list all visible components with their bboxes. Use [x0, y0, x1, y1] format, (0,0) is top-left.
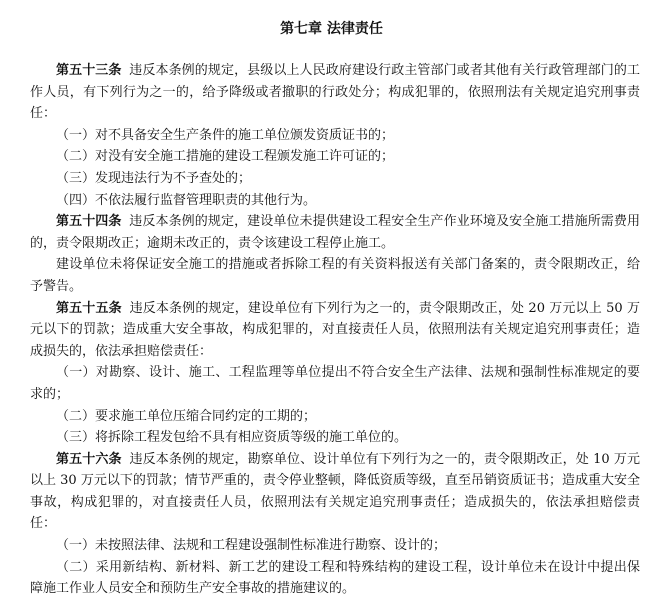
article-number: 第五十六条: [56, 451, 122, 467]
document-body: [30, 60, 640, 600]
list-item: [30, 190, 640, 212]
paragraph-text: （一）对不具备安全生产条件的施工单位颁发资质证书的；: [56, 127, 395, 143]
paragraph-art-56: [30, 449, 640, 535]
list-item: [30, 427, 640, 449]
paragraph-text: （三）将拆除工程发包给不具有相应资质等级的施工单位的。: [56, 430, 408, 446]
article-number: 第五十四条: [56, 214, 122, 230]
paragraph-text: （二）采用新结构、新材料、新工艺的建设工程和特殊结构的建设工程，设计单位未在设计中提出保障施工作业人员安全和预防生产安全事故的措施建议的。: [30, 559, 640, 597]
paragraph-text: （二）对没有安全施工措施的建设工程颁发施工许可证的；: [56, 149, 395, 165]
paragraph-text: （三）发现违法行为不予查处的；: [56, 170, 252, 186]
paragraph-text: （二）要求施工单位压缩合同约定的工期的；: [56, 408, 317, 424]
list-item: [30, 535, 640, 557]
list-item: [30, 125, 640, 147]
paragraph-art-54: [30, 211, 640, 254]
article-number: 第五十三条: [56, 63, 122, 78]
paragraph-text: （四）不依法履行监督管理职责的其他行为。: [56, 192, 317, 208]
paragraph-text: 违反本条例的规定，县级以上人民政府建设行政主管部门或者其他有关行政管理部门的工作人员，有下列行为之一的，给予降级或者撤职的行政处分；构成犯罪的，依照刑法有关规定追究刑事责任：: [30, 63, 640, 122]
paragraph-text: 建设单位未将保证安全施工的措施或者拆除工程的有关资料报送有关部门备案的，责令限期改正，给予警告。: [30, 257, 640, 294]
paragraph: [30, 254, 640, 297]
list-item: [30, 362, 640, 405]
paragraph-text: （一）未按照法律、法规和工程建设强制性标准进行勘察、设计的；: [56, 538, 447, 554]
list-item: [30, 406, 640, 428]
paragraph-text: 违反本条例的规定，建设单位未提供建设工程安全生产作业环境及安全施工措施所需费用的，责令限期改正；逾期未改正的，责令该建设工程停止施工。: [30, 214, 640, 251]
paragraph-text: 违反本条例的规定，建设单位有下列行为之一的，责令限期改正，处 20 万元以上 50 万元以下的罚款；造成重大安全事故，构成犯罪的，对直接责任人员，依照刑法有关规定追究刑事责任；造成损失的，依法承担赔偿责任：: [30, 300, 640, 359]
paragraph-art-53: [30, 60, 640, 125]
paragraph-art-55: [30, 298, 640, 363]
list-item: [30, 146, 640, 168]
article-number: 第五十五条: [56, 300, 122, 316]
paragraph-text: 违反本条例的规定，勘察单位、设计单位有下列行为之一的，责令限期改正，处 10 万元以上 30 万元以下的罚款；情节严重的，责令停业整顿，降低资质等级，直至吊销资质证书；造成重大安全事故，构成犯罪的，对直接责任人员，依照刑法有关规定追究刑事责任；造成损失的，依法承担赔偿责任：: [30, 451, 640, 532]
list-item: [30, 168, 640, 190]
list-item: [30, 557, 640, 600]
chapter-title: 第七章 法律责任: [280, 21, 383, 37]
paragraph-text: （一）对勘察、设计、施工、工程监理等单位提出不符合安全生产法律、法规和强制性标准规定的要求的；: [30, 365, 640, 402]
